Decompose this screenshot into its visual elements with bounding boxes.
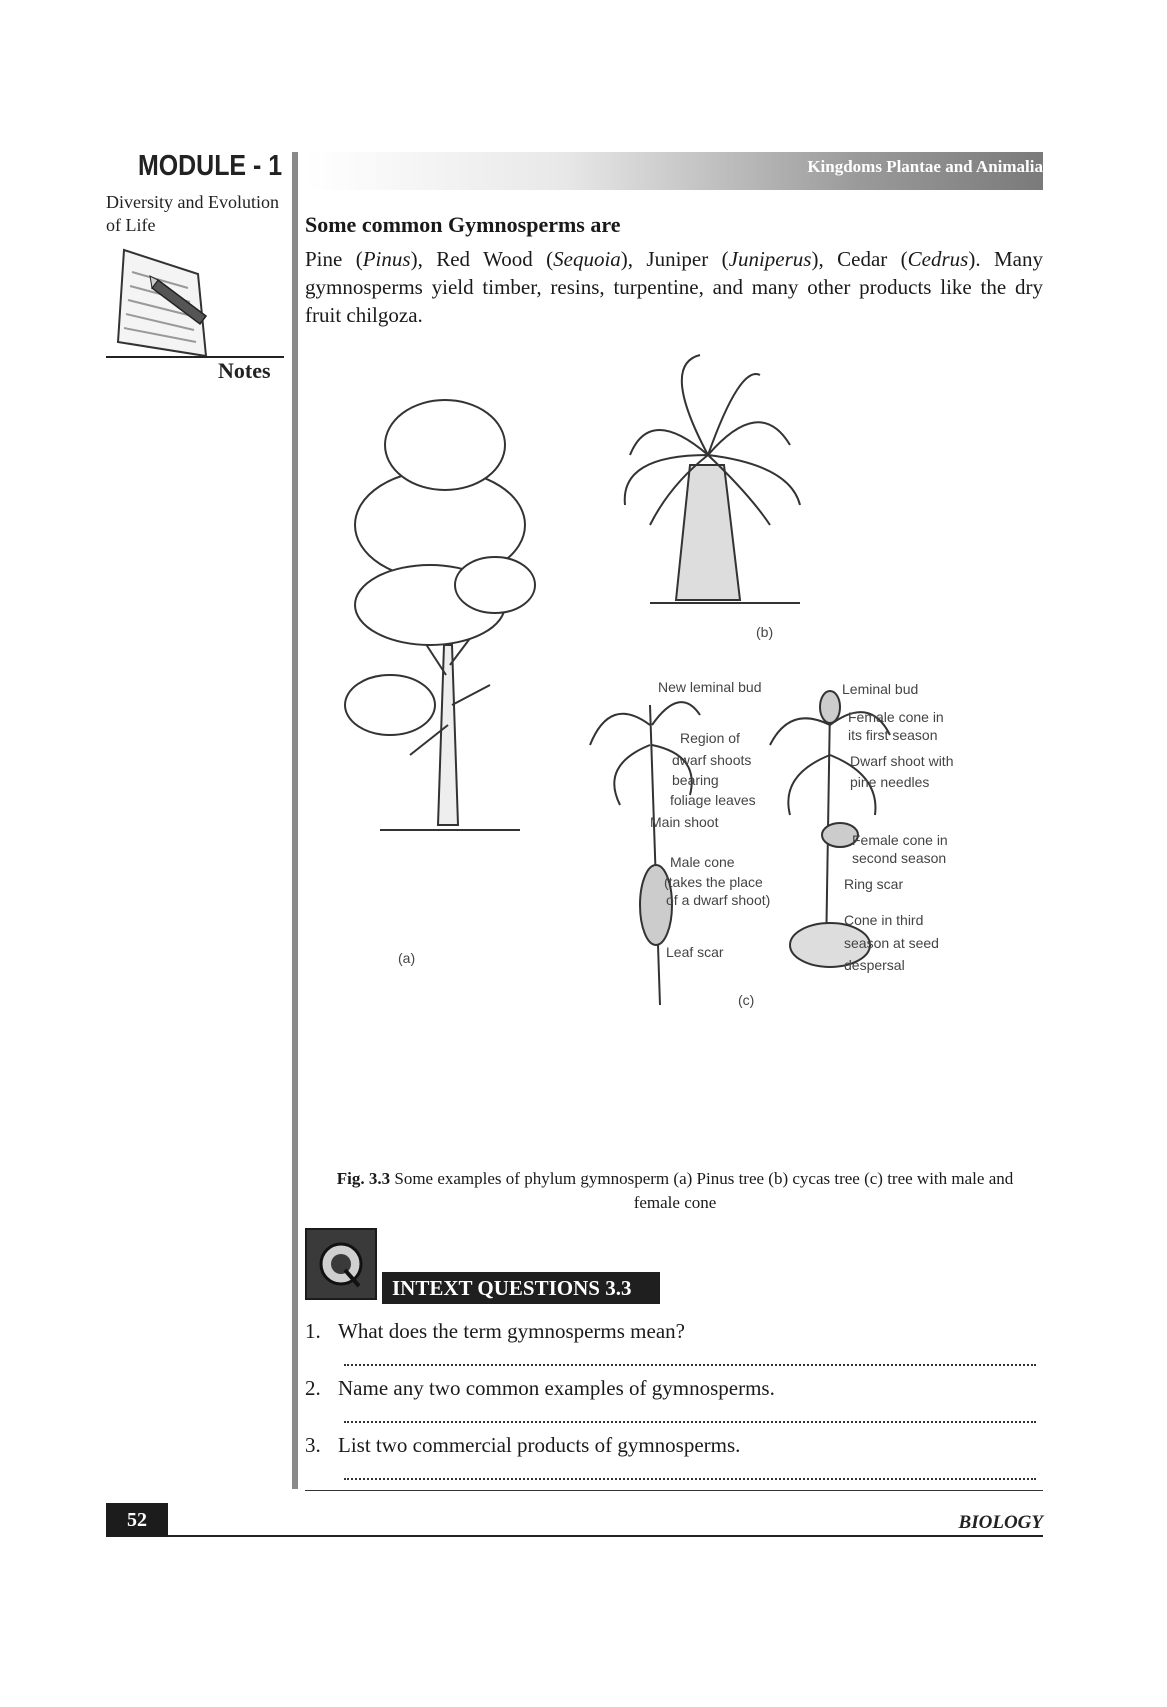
- label-cone-third-3: despersal: [844, 957, 905, 973]
- figure-caption: Fig. 3.3 Some examples of phylum gymnosperm (a) Pinus tree (b) cycas tree (c) tree with male and female cone: [336, 1169, 1014, 1212]
- module-subtitle: Diversity and Evolution of Life: [106, 192, 279, 235]
- label-female-cone-first: Female cone in: [848, 709, 944, 725]
- footer-rule: [168, 1535, 1043, 1537]
- sublabel-b: (b): [756, 624, 774, 640]
- question-2: 2. Name any two common examples of gymnosperms.: [305, 1376, 775, 1400]
- cycas-tree-illustration: [625, 355, 800, 603]
- module-title: MODULE - 1: [138, 150, 283, 182]
- label-region-3: bearing: [672, 772, 719, 788]
- answer-line-1[interactable]: [344, 1364, 1036, 1366]
- label-female-cone-first-2: its first season: [848, 727, 938, 743]
- chapter-title: Kingdoms Plantae and Animalia: [807, 157, 1043, 176]
- section-heading: Some common Gymnosperms are: [305, 212, 621, 237]
- label-new-leminal-bud: New leminal bud: [658, 679, 762, 695]
- label-leminal-bud: Leminal bud: [842, 681, 919, 697]
- label-cone-third-2: season at seed: [844, 935, 939, 951]
- question-1: 1. What does the term gymnosperms mean?: [305, 1319, 685, 1343]
- label-male-cone-3: of a dwarf shoot): [666, 892, 771, 908]
- label-female-cone-second-2: second season: [852, 850, 947, 866]
- notepad-pencil-icon: [110, 246, 220, 364]
- label-region-2: dwarf shoots: [672, 752, 752, 768]
- label-female-cone-second: Female cone in: [852, 832, 948, 848]
- intext-questions-title: INTEXT QUESTIONS 3.3: [382, 1272, 660, 1304]
- label-main-shoot: Main shoot: [650, 814, 719, 830]
- gymnosperm-figure: [320, 345, 1040, 1115]
- label-cone-third: Cone in third: [844, 912, 924, 928]
- notes-label: Notes: [218, 358, 271, 383]
- question-q-icon: [305, 1228, 377, 1300]
- question-3: 3. List two commercial products of gymnosperms.: [305, 1433, 741, 1457]
- label-male-cone-2: (takes the place: [664, 874, 763, 890]
- body-paragraph: Pine (Pinus), Red Wood (Sequoia), Juniper (Juniperus), Cedar (Cedrus). Many gymnosperms yield timber, resins, turpentine, and many other products like the dry fruit chilgoza.: [305, 247, 1043, 327]
- label-ring-scar: Ring scar: [844, 876, 904, 892]
- section-end-rule: [305, 1490, 1043, 1491]
- footer-subject: BIOLOGY: [958, 1512, 1043, 1533]
- label-region: Region of: [680, 730, 740, 746]
- answer-line-3[interactable]: [344, 1478, 1036, 1480]
- label-male-cone: Male cone: [670, 854, 735, 870]
- pine-tree-illustration: [345, 400, 535, 830]
- answer-line-2[interactable]: [344, 1421, 1036, 1423]
- sublabel-c: (c): [738, 992, 755, 1008]
- label-dwarf-shoot-2: pine needles: [850, 774, 930, 790]
- label-leaf-scar: Leaf scar: [666, 944, 724, 960]
- label-region-4: foliage leaves: [670, 792, 756, 808]
- page-number: 52: [106, 1503, 168, 1537]
- sublabel-a: (a): [398, 950, 416, 966]
- label-dwarf-shoot: Dwarf shoot with: [850, 753, 954, 769]
- margin-bar: [292, 152, 298, 1489]
